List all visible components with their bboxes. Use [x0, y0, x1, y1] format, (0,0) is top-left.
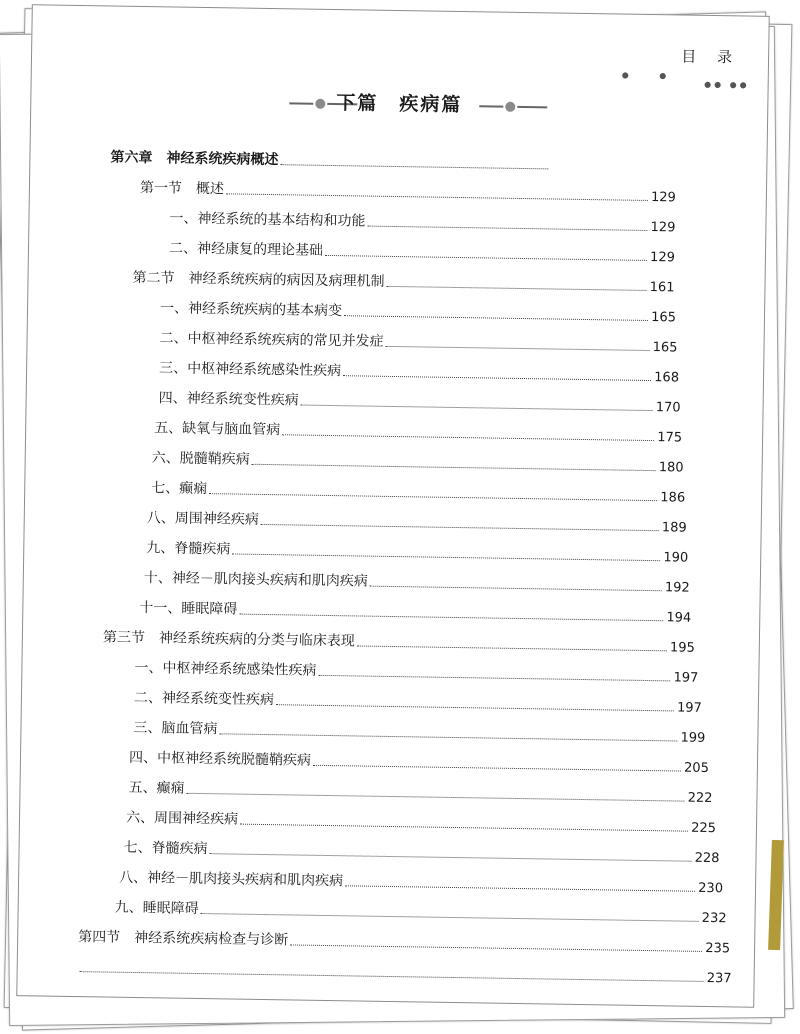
toc-entry-title: 八、神经－肌肉接头疾病和肌肉疾病	[119, 869, 344, 890]
toc-entry-page: 230	[698, 880, 724, 897]
dot-leader	[318, 675, 670, 682]
toc-entry	[103, 626, 695, 655]
dot-leader	[239, 614, 663, 622]
toc-entry-title: 十、神经－肌肉接头疾病和肌肉疾病	[143, 570, 368, 590]
toc-entry	[159, 387, 681, 415]
toc-entry-title: 五、缺氧与脑血管病	[154, 420, 281, 439]
toc-entry-page: 161	[649, 280, 675, 296]
toc-entry	[132, 267, 674, 296]
dot-leader	[186, 793, 684, 802]
toc-entry-page: 199	[680, 730, 706, 746]
dot-leader	[226, 193, 648, 201]
toc-entry-title: 一、中枢神经系统感染性疾病	[134, 659, 317, 679]
toc-entry	[160, 297, 676, 325]
toc-entry-page: 237	[706, 970, 732, 987]
dot-leader	[280, 164, 548, 169]
toc-entry-title: 六、脱髓鞘疾病	[151, 450, 250, 468]
toc-entry	[146, 537, 688, 566]
toc-entry	[139, 597, 691, 626]
toc-entry-page: 129	[650, 220, 676, 236]
toc-entry-title: 一、神经系统疾病的基本病变	[159, 300, 343, 320]
toc-page	[16, 4, 769, 1007]
toc-entry-page: 189	[661, 520, 687, 536]
dot-leader	[201, 913, 699, 922]
toc-entry-page: 195	[669, 640, 695, 656]
toc-entry	[119, 867, 723, 896]
toc-entry	[78, 956, 732, 986]
toc-entry	[144, 567, 690, 596]
toc-entry	[169, 237, 675, 265]
dot-leader	[301, 405, 653, 412]
dot-leader	[282, 434, 654, 441]
toc-entry-title: 九、脊髓疾病	[146, 540, 231, 558]
dot-leader	[313, 765, 681, 772]
toc-entry	[134, 687, 702, 716]
toc-entry-title: 六、周围神经疾病	[125, 809, 239, 828]
toc-entry-page: 190	[663, 550, 689, 566]
toc-entry-title: 十一、睡眠障碍	[139, 600, 238, 618]
toc-entry	[128, 777, 712, 806]
toc-entry	[78, 926, 730, 956]
dot-leader	[210, 853, 692, 862]
toc-entry-page: 192	[664, 580, 690, 596]
toc-entry-title: 三、中枢神经系统感染性疾病	[159, 360, 342, 380]
running-head: 目 录	[681, 47, 741, 67]
part-title: 下篇 疾病篇	[336, 92, 463, 117]
toc-entry-title: 二、神经康复的理论基础	[168, 240, 324, 259]
toc-entry-page: 205	[683, 760, 710, 776]
dot-leader	[367, 226, 647, 231]
toc-entry-page: 170	[655, 400, 681, 416]
dot-leader	[343, 375, 651, 381]
toc-entry	[159, 327, 677, 355]
toc-entry-page: 168	[654, 370, 680, 386]
toc-entry-page: 180	[658, 460, 684, 476]
toc-entry-page: 175	[657, 430, 683, 446]
toc-entry	[129, 747, 709, 776]
toc-entry	[133, 717, 705, 746]
toc-entry-page: 186	[660, 490, 686, 506]
toc-entry-title: 一、神经系统的基本结构和功能	[169, 210, 366, 230]
toc-entry-page: 197	[673, 670, 699, 686]
toc-entry-title: 第二节 神经系统疾病的病因及病理机制	[132, 269, 385, 290]
toc-entry	[169, 207, 675, 235]
toc-entry-page: 129	[649, 250, 676, 266]
toc-entry-title: 五、癫痫	[128, 779, 185, 797]
toc-entry	[140, 177, 676, 205]
toc-entry-title: 九、睡眠障碍	[114, 899, 199, 917]
toc-entry-title: 二、神经系统变性疾病	[133, 689, 275, 709]
toc-entry	[154, 417, 682, 445]
dot-leader	[385, 346, 649, 351]
dot-leader	[219, 733, 677, 741]
toc-entry	[147, 507, 687, 535]
toc-entry	[110, 147, 551, 174]
dot-leader	[232, 553, 660, 561]
toc-entry-page: 197	[676, 700, 702, 716]
toc-entry-title: 八、周围神经疾病	[146, 510, 259, 528]
toc-entry-title: 四、神经系统变性疾病	[158, 390, 299, 409]
dot-leader	[344, 315, 648, 321]
toc-entry-page: 225	[691, 820, 717, 837]
toc-entry-page: 129	[650, 190, 676, 206]
toc-entry	[123, 837, 719, 866]
dot-leader	[290, 944, 702, 951]
toc-entry-page: 165	[652, 340, 678, 356]
dot-leader	[276, 704, 674, 711]
toc-entry-page: 235	[705, 940, 731, 957]
toc-entry-page: 232	[701, 910, 727, 927]
dot-leader	[209, 493, 657, 501]
toc-entry-title: 第一节 概述	[139, 179, 225, 198]
dot-leader	[345, 885, 695, 892]
toc-entry-page: 228	[694, 850, 720, 867]
dot-leader	[261, 524, 659, 531]
dot-leader	[252, 464, 656, 471]
dot-leader	[80, 971, 704, 982]
dot-leader	[386, 286, 646, 291]
toc-entry-title: 第三节 神经系统疾病的分类与临床表现	[102, 629, 355, 650]
dot-leader	[370, 586, 662, 592]
dot-leader	[325, 255, 647, 261]
toc-entry	[159, 357, 679, 385]
toc-entry	[134, 657, 698, 686]
dot-leader	[357, 645, 667, 651]
ornament-dots: ●● ●●	[704, 79, 750, 90]
toc-entry-title: 四、中枢神经系统脱髓鞘疾病	[128, 749, 312, 769]
toc-entry	[115, 897, 727, 927]
toc-entry-page: 222	[687, 790, 713, 807]
dot-leader	[240, 824, 688, 832]
toc-entry-title: 二、中枢神经系统疾病的常见并发症	[159, 330, 384, 350]
toc-entry-title: 第六章 神经系统疾病概述	[110, 149, 279, 169]
ornament-dots: ● ●	[621, 70, 681, 81]
toc-entry-title: 七、癫痫	[151, 480, 208, 498]
toc-entry	[126, 807, 716, 836]
toc-entry-title: 七、脊髓疾病	[123, 839, 208, 858]
toc-entry-title: 三、脑血管病	[133, 719, 218, 738]
toc-entry-title: 第四节 神经系统疾病检查与诊断	[78, 929, 289, 949]
toc-entry	[151, 477, 685, 505]
toc-entry-page: 194	[666, 610, 692, 626]
toc-entry-page: 165	[651, 310, 677, 326]
toc-entry	[152, 447, 684, 475]
toc-list	[17, 5, 768, 1006]
